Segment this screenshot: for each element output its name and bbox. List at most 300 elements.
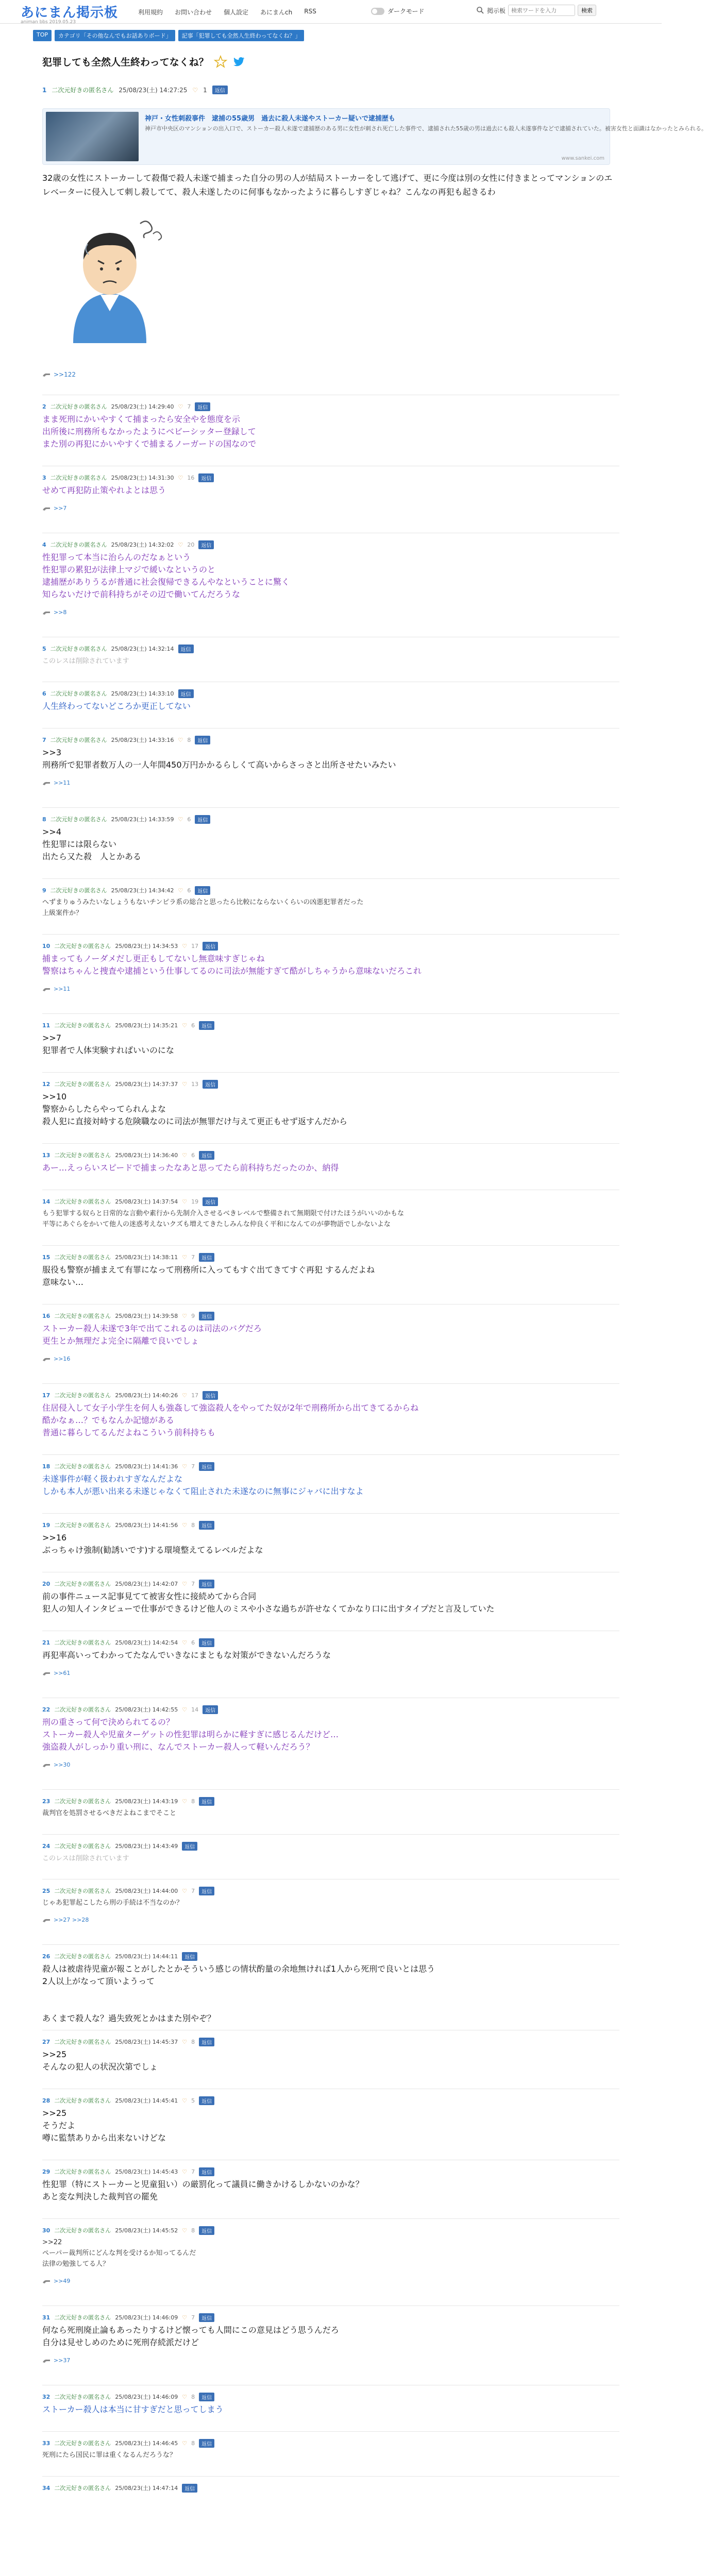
like-count: 7 [191,1887,195,1894]
post-number[interactable]: 13 [42,1151,50,1159]
post-date: 25/08/23(土) 14:27:25 [119,87,188,94]
post-body: >>25 そんなの犯人の状況次第でしょ [42,2049,158,2072]
post-item [42,644,619,668]
post-number[interactable]: 19 [42,1521,50,1529]
like-icon[interactable]: ♡ [182,2097,188,2104]
reply-link[interactable]: >>16 [54,1355,71,1362]
poster-name: 二次元好きの匿名さん [54,1639,111,1646]
post-body: 未遂事件が軽く扱われすぎなんだよな しかも本人が悪い出来る未遂じゃなくて阻止された未遂なのに無事にジャバに出すなよ [42,1474,364,1496]
post-meta [42,1886,619,1895]
post-number[interactable]: 3 [42,474,46,481]
reply-button[interactable]: 返信 [199,2096,214,2105]
post-meta [42,815,619,824]
reply-button[interactable]: 返信 [199,1462,214,1471]
post-date: 25/08/23(土) 14:46:09 [115,2314,178,2321]
post-meta [42,644,619,653]
reply-button[interactable]: 返信 [198,540,214,549]
post-meta [42,2483,619,2493]
like-count: 7 [191,1253,195,1261]
poster-name: 二次元好きの匿名さん [52,87,114,94]
worried-man-illustration [42,208,177,343]
post-divider [42,807,619,808]
post-number[interactable]: 23 [42,1798,50,1805]
reply-link[interactable]: >>7 [54,505,67,512]
like-icon[interactable]: ♡ [178,887,183,894]
post-number[interactable]: 16 [42,1312,50,1319]
reply-button[interactable]: 返信 [199,1887,214,1895]
poster-name: 二次元好きの匿名さん [50,541,107,548]
like-icon[interactable]: ♡ [182,2038,188,2045]
like-count: 8 [191,2038,195,2045]
reply-button[interactable]: 返信 [199,2439,214,2448]
post-divider [42,1454,619,1455]
reply-hand-icon [42,1356,50,1362]
post-date: 25/08/23(土) 14:34:42 [111,887,174,894]
logo-text[interactable]: あにまん掲示板 [21,5,119,21]
post-meta [42,540,619,549]
reply-hand-icon [42,609,50,616]
reply-button[interactable]: 返信 [212,86,228,94]
post-number[interactable]: 22 [42,1706,50,1713]
reply-link[interactable]: >>11 [54,986,71,992]
reply-button[interactable]: 返信 [199,1638,214,1647]
post-replies [42,986,619,992]
dark-mode-toggle[interactable] [371,8,384,15]
like-icon[interactable]: ♡ [182,1080,188,1088]
poster-name: 二次元好きの匿名さん [54,1198,111,1205]
poster-name: 二次元好きの匿名さん [54,1706,111,1713]
like-icon[interactable]: ♡ [182,1253,188,1261]
like-count: 6 [191,1022,195,1029]
site-logo[interactable] [21,2,118,25]
poster-name: 二次元好きの匿名さん [54,943,111,950]
nav-animanch[interactable]: あにまんch [260,9,293,16]
post-divider [42,1245,619,1246]
poster-name: 二次元好きの匿名さん [54,2039,111,2045]
post-replies [42,2278,619,2284]
post-meta [42,1797,619,1806]
post-meta [42,1841,619,1851]
site-header [0,0,662,24]
search-input[interactable] [508,5,575,16]
poster-name: 二次元好きの匿名さん [54,1022,111,1029]
post-divider [42,1072,619,1073]
post-item [42,1579,619,1615]
post-meta [42,1311,619,1320]
reply-button[interactable]: 返信 [203,1705,218,1714]
post-item [42,1797,619,1819]
post-number[interactable]: 27 [42,2038,50,2045]
post-meta [42,1150,619,1160]
post-item [42,1638,619,1676]
post-divider [42,878,619,879]
post-number[interactable]: 9 [42,887,46,894]
post-date: 25/08/23(土) 14:41:36 [115,1463,178,1470]
reply-button[interactable]: 返信 [203,1391,218,1400]
poster-name: 二次元好きの匿名さん [54,2168,111,2175]
post-number[interactable]: 28 [42,2097,50,2104]
reply-button[interactable]: 返信 [199,1253,214,1262]
post-meta [42,735,619,744]
like-icon[interactable]: ♡ [178,736,183,743]
like-icon[interactable]: ♡ [182,1022,188,1029]
search-button[interactable]: 検索 [578,5,596,16]
post-number[interactable]: 2 [42,403,46,410]
post-date: 25/08/23(土) 14:45:43 [115,2168,178,2175]
like-icon[interactable]: ♡ [182,2168,188,2175]
post-number[interactable]: 8 [42,816,46,823]
like-count: 16 [187,474,195,481]
reply-button[interactable]: 返信 [199,2313,214,2322]
like-icon[interactable]: ♡ [192,86,198,94]
breadcrumb-top[interactable]: TOP [33,30,52,41]
post-meta [42,1462,619,1471]
post-divider [42,2431,619,2432]
post-date: 25/08/23(土) 14:42:07 [115,1581,178,1587]
like-icon[interactable]: ♡ [182,1151,188,1159]
reply-hand-icon [42,2278,50,2284]
reply-link[interactable]: >>37 [54,2357,71,2364]
reply-hand-icon [42,505,50,512]
post-meta [42,2313,619,2322]
post-number[interactable]: 5 [42,645,46,652]
like-icon[interactable]: ♡ [182,1580,188,1587]
reply-button[interactable]: 返信 [199,1521,214,1530]
like-icon[interactable]: ♡ [182,1312,188,1319]
post-body: せめて再犯防止策やれよとは思う [42,485,166,495]
reply-hand-icon [42,371,50,378]
like-icon[interactable]: ♡ [182,1887,188,1894]
like-count: 8 [191,2439,195,2447]
post-replies [42,505,619,512]
poster-name: 二次元好きの匿名さん [54,1463,111,1470]
post-body: じゃあ犯罪起こしたら刑の手続は不当なのか？ [42,1899,183,1907]
like-count: 14 [191,1706,199,1713]
reply-button[interactable]: 返信 [203,1197,218,1206]
nav-settings[interactable]: 個人設定 [224,9,249,16]
reply-button[interactable]: 返信 [203,1080,218,1089]
post-item [42,1841,619,1865]
reply-hand-icon [42,1670,50,1676]
post-number[interactable]: 14 [42,1198,50,1205]
post-item [42,473,619,512]
reply-button[interactable]: 返信 [199,2226,214,2235]
reply-button[interactable]: 返信 [199,2038,214,2046]
post-number[interactable]: 30 [42,2227,50,2234]
post-item [42,941,619,992]
like-icon[interactable]: ♡ [182,1521,188,1529]
post-number[interactable]: 1 [42,86,47,94]
post-number[interactable]: 18 [42,1463,50,1470]
like-icon[interactable]: ♡ [182,2227,188,2234]
dark-mode-label: ダークモード [388,8,425,15]
post-number[interactable]: 10 [42,942,50,950]
like-count: 19 [191,1198,199,1205]
post-date: 25/08/23(土) 14:47:14 [115,2485,178,2492]
post-item [42,1520,619,1556]
post-body: あくまで殺人な？過失致死とかはまた別やぞ？ [42,2013,216,2023]
post-meta [42,2096,619,2105]
post-body: このレスは削除されています [42,1855,129,1862]
post-number[interactable]: 17 [42,1392,50,1399]
post-number[interactable]: 7 [42,736,46,743]
post-number[interactable]: 34 [42,2484,50,2492]
post-meta [42,402,619,411]
reply-link[interactable]: >>8 [54,609,67,616]
post-meta [42,1252,619,1262]
post-body: もう犯罪する奴らと日常的な言動や素行から先制介入させるべきレベルで整備されて無期限で付けたほうがいいのかもな 平等にあぐらをかいて他人の迷惑考えないクズも増えてきたしみんな仲良く平和になんてのが夢物語でしかないよな [42,1210,405,1228]
op-replies [42,371,76,378]
post-body: 死刑にたら国民に罪は重くなるんだろうな？ [42,2451,177,2459]
poster-name: 二次元好きの匿名さん [54,2314,111,2321]
like-count: 8 [191,2393,195,2400]
post-meta [42,941,619,951]
post-number[interactable]: 33 [42,2439,50,2447]
post-meta [42,1705,619,1714]
poster-name: 二次元好きの匿名さん [50,887,107,894]
poster-name: 二次元好きの匿名さん [54,1953,111,1960]
post-item [42,815,619,863]
post-body: 人生終わってないどころか更正してない [42,701,191,711]
post-date: 25/08/23(土) 14:29:40 [111,403,174,410]
post-date: 25/08/23(土) 14:34:53 [115,943,178,950]
breadcrumb-category[interactable]: カテゴリ「その他なんでもお話ありボード」 [55,30,175,41]
search-icon [476,6,484,14]
post-item [42,1197,619,1230]
post-replies [42,2357,619,2364]
reply-link[interactable]: >>61 [54,1670,71,1676]
page-title: 犯罪しても全然人生終わってなくね？ [42,57,209,68]
post-date: 25/08/23(土) 14:31:30 [111,474,174,481]
like-count: 7 [191,1580,195,1587]
post-divider [42,1834,619,1835]
reply-button[interactable]: 返信 [199,2393,214,2401]
post-replies [42,1355,619,1362]
post-number[interactable]: 4 [42,541,46,548]
breadcrumb-article[interactable]: 記事「犯罪しても全然人生終わってなくね？」 [178,30,305,41]
post-number[interactable]: 26 [42,1953,50,1960]
like-icon[interactable]: ♡ [178,816,183,823]
reply-button[interactable]: 返信 [178,645,194,653]
post-number[interactable]: 21 [42,1639,50,1646]
post-number[interactable]: 6 [42,690,46,697]
like-icon[interactable]: ♡ [182,1706,188,1713]
post-date: 25/08/23(土) 14:45:41 [115,2097,178,2104]
post-divider [42,934,619,935]
reply-hand-icon [42,1762,50,1768]
twitter-icon[interactable] [232,55,246,69]
post-meta [42,886,619,895]
like-icon[interactable]: ♡ [182,2393,188,2400]
post-body: 捕まってもノーダメだし更正もしてないし無意味すぎじゃね 警察はちゃんと捜査や逮捕という仕事してるのに司法が無能すぎて酷がしちゃうから意味ないだろこれ [42,954,422,976]
reply-button[interactable]: 返信 [199,2167,214,2176]
post-date: 25/08/23(土) 14:39:58 [115,1313,178,1319]
reply-hand-icon [42,2358,50,2364]
post-divider [42,1513,619,1514]
post-divider [42,1789,619,1790]
reply-link[interactable]: >>49 [54,2278,71,2284]
reply-button[interactable]: 返信 [195,402,210,411]
poster-name: 二次元好きの匿名さん [54,1081,111,1088]
reply-link[interactable]: >>11 [54,779,71,786]
like-count: 6 [191,1639,195,1646]
reply-button[interactable]: 返信 [199,1312,214,1320]
post-number[interactable]: 11 [42,1022,50,1029]
news-link-card[interactable] [42,108,707,165]
post-item [42,540,619,616]
reply-hand-icon [42,780,50,786]
post-divider [42,1013,619,1014]
post-date: 25/08/23(土) 14:44:00 [115,1888,178,1894]
like-icon[interactable]: ♡ [178,403,183,410]
like-icon[interactable]: ♡ [182,2439,188,2447]
post-body: 再犯率高いってわかってたなんでいきなにまともな対策ができないんだろうな [42,1650,331,1660]
news-description: 神戸市中央区のマンションの出入口で、ストーカー殺人未遂で逮捕歴のある男に女性が刺され死亡した事件で、逮捕された55歳の男は過去にも殺人未遂事件などで逮捕されていた。被害女性と面識はなかったとみられる。 [145,125,707,132]
poster-name: 二次元好きの匿名さん [54,1313,111,1319]
post-replies [42,1670,619,1676]
post-body: >>10 警察からしたらやってられんよな 殺人犯に直接対峙する危険職なのに司法が無罪だけ与えて更正もせず返すんだから [42,1092,348,1126]
like-icon[interactable]: ♡ [182,1798,188,1805]
post-date: 25/08/23(土) 14:46:09 [115,2394,178,2400]
poster-name: 二次元好きの匿名さん [54,2394,111,2400]
like-icon[interactable]: ♡ [182,1463,188,1470]
post-date: 25/08/23(土) 14:32:02 [111,541,174,548]
nav-rss[interactable]: RSS [304,8,316,15]
post-number[interactable]: 24 [42,1842,50,1850]
post-date: 25/08/23(土) 14:45:37 [115,2039,178,2045]
post-body: ストーカー殺人は本当に甘すぎだと思ってしまう [42,2404,224,2414]
like-icon[interactable]: ♡ [178,541,183,548]
reply-button[interactable]: 返信 [182,2484,197,2493]
post-body: 性犯罪って本当に治らんのだなぁという 性犯罪の累犯が法律上マジで緩いなというのと 逮捕歴がありうるが普通に社会復帰できるんやなということに驚く 知らないだけで前科持ちがその辺で働いてんだろうな [42,552,290,599]
poster-name: 二次元好きの匿名さん [50,690,107,697]
like-count: 1 [203,86,207,94]
reply-link[interactable]: >>122 [54,371,76,378]
post-number[interactable]: 32 [42,2393,50,2400]
post-meta [42,1638,619,1647]
post-replies [42,779,619,786]
post-body: 服役も警察が捕まえて有罪になって刑務所に入ってもすぐ出てきてすぐ再犯 するんだよね 意味ない… [42,1265,375,1287]
post-body: >>4 性犯罪には限らない 出たら又た殺 人とかある [42,827,142,861]
post-item [42,2483,619,2495]
poster-name: 二次元好きの匿名さん [54,1522,111,1529]
post-number[interactable]: 20 [42,1580,50,1587]
post-item [42,1705,619,1768]
post-number[interactable]: 31 [42,2314,50,2321]
poster-name: 二次元好きの匿名さん [50,403,107,410]
like-count: 9 [191,1312,195,1319]
news-title[interactable]: 神戸・女性刺殺事件 逮捕の55歳男 過去に殺人未遂やストーカー疑いで逮捕歴も [145,115,395,123]
like-icon[interactable]: ♡ [182,942,188,950]
post-date: 25/08/23(土) 14:33:59 [111,816,174,823]
reply-button[interactable]: 返信 [182,1842,197,1851]
post-item [42,2037,619,2073]
reply-link[interactable]: >>27 >>28 [54,1917,89,1923]
reply-button[interactable]: 返信 [198,473,214,482]
like-icon[interactable]: ♡ [182,1198,188,1205]
reply-button[interactable]: 返信 [203,942,218,951]
nav-terms[interactable]: 利用規約 [138,9,163,16]
post-item [42,1462,619,1498]
post-item [42,1391,619,1439]
post-date: 25/08/23(土) 14:44:11 [115,1953,178,1960]
reply-button[interactable]: 返信 [182,1952,197,1961]
reply-button[interactable]: 返信 [195,886,210,895]
post-body: >>25 そうだよ 噂に監禁ありから出来ないけどな [42,2108,166,2143]
post-meta [42,2037,619,2046]
favorite-star-icon[interactable] [214,55,227,69]
thread-title-row [42,55,246,69]
reply-hand-icon [42,986,50,992]
poster-name: 二次元好きの匿名さん [54,2097,111,2104]
post-item [42,689,619,713]
like-icon[interactable]: ♡ [182,2314,188,2321]
post-body: 刑の重さって何で決められてるの？ ストーカー殺人や児童ターゲットの性犯罪は明らかに軽すぎに感じるんだけど… 強盗殺人がしっかり重い刑に、なんでストーカー殺人って軽いんだろう？ [42,1717,339,1752]
post-meta [42,473,619,482]
op-meta [42,86,228,94]
post-body: 裁判官を処罰させるべきだよねこまでそこと [42,1809,177,1817]
post-date: 25/08/23(土) 14:42:54 [115,1639,178,1646]
post-item [42,886,619,919]
post-date: 25/08/23(土) 14:40:26 [115,1392,178,1399]
reply-button[interactable]: 返信 [195,736,210,744]
post-replies [42,609,619,616]
post-body: >>7 犯罪者で人体実験すればいいのにな [42,1033,175,1055]
logo-subtext: animan bbs 2019.05.23 [21,20,76,25]
poster-name: 二次元好きの匿名さん [54,1392,111,1399]
post-date: 25/08/23(土) 14:45:52 [115,2227,178,2234]
like-icon[interactable]: ♡ [182,1639,188,1646]
post-item [42,2392,619,2416]
post-body: 性犯罪（特にストーカーと児童狙い）の厳罰化って議員に働きかけるしかないのかな？ あと変な判決した裁判官の罷免 [42,2179,364,2201]
reply-button[interactable]: 返信 [178,689,194,698]
post-number[interactable]: 25 [42,1887,50,1894]
reply-button[interactable]: 返信 [199,1580,214,1588]
post-date: 25/08/23(土) 14:43:49 [115,1843,178,1850]
post-body: 住居侵入して女子小学生を何人も強姦して強盗殺人をやってた奴が2年で刑務所から出てきてるからね 酷かなぁ…？でもなんか記憶がある 普通に暮らしてるんだよねこういう前科持ちも [42,1403,419,1437]
like-icon[interactable]: ♡ [182,1392,188,1399]
nav-contact[interactable]: お問い合わせ [175,9,212,16]
post-divider [42,1383,619,1384]
post-body: このレスは削除されています [42,657,129,665]
reply-button[interactable]: 返信 [199,1021,214,1030]
reply-button[interactable]: 返信 [195,815,210,824]
post-meta [42,2226,619,2235]
op-body: 32歳の女性にストーカーして殺傷で殺人未遂で捕まった自分の男の人が結局ストーカーをして逃げて、更に今度は別の女性に付きまとってマンションのエレベーターに侵入して刺し殺してて、殺人未遂したのに何事もなかったように暮らしすぎじゃね？こんなの再犯も起きるわ [42,173,613,197]
post-item [42,2226,619,2284]
post-item [42,1021,619,1057]
reply-button[interactable]: 返信 [199,1797,214,1806]
poster-name: 二次元好きの匿名さん [50,737,107,743]
post-date: 25/08/23(土) 14:37:37 [115,1081,178,1088]
like-count: 8 [191,2227,195,2234]
like-count: 17 [191,942,199,950]
dark-mode-toggle-group [371,7,425,15]
like-icon[interactable]: ♡ [178,474,183,481]
poster-name: 二次元好きの匿名さん [54,2485,111,2492]
post-date: 25/08/23(土) 14:33:16 [111,737,174,743]
post-divider [42,1944,619,1945]
post-body: ストーカー殺人未遂で3年で出てこれるのは司法のバグだろ 更生とか無理だよ完全に隔離で良いでしょ [42,1324,262,1346]
search-scope-select[interactable]: 掲示板 [487,7,506,14]
reply-link[interactable]: >>30 [54,1761,71,1768]
post-number[interactable]: 29 [42,2168,50,2175]
post-number[interactable]: 12 [42,1080,50,1088]
post-number[interactable]: 15 [42,1253,50,1261]
reply-button[interactable]: 返信 [199,1151,214,1160]
poster-name: 二次元好きの匿名さん [50,646,107,652]
post-item [42,2313,619,2364]
